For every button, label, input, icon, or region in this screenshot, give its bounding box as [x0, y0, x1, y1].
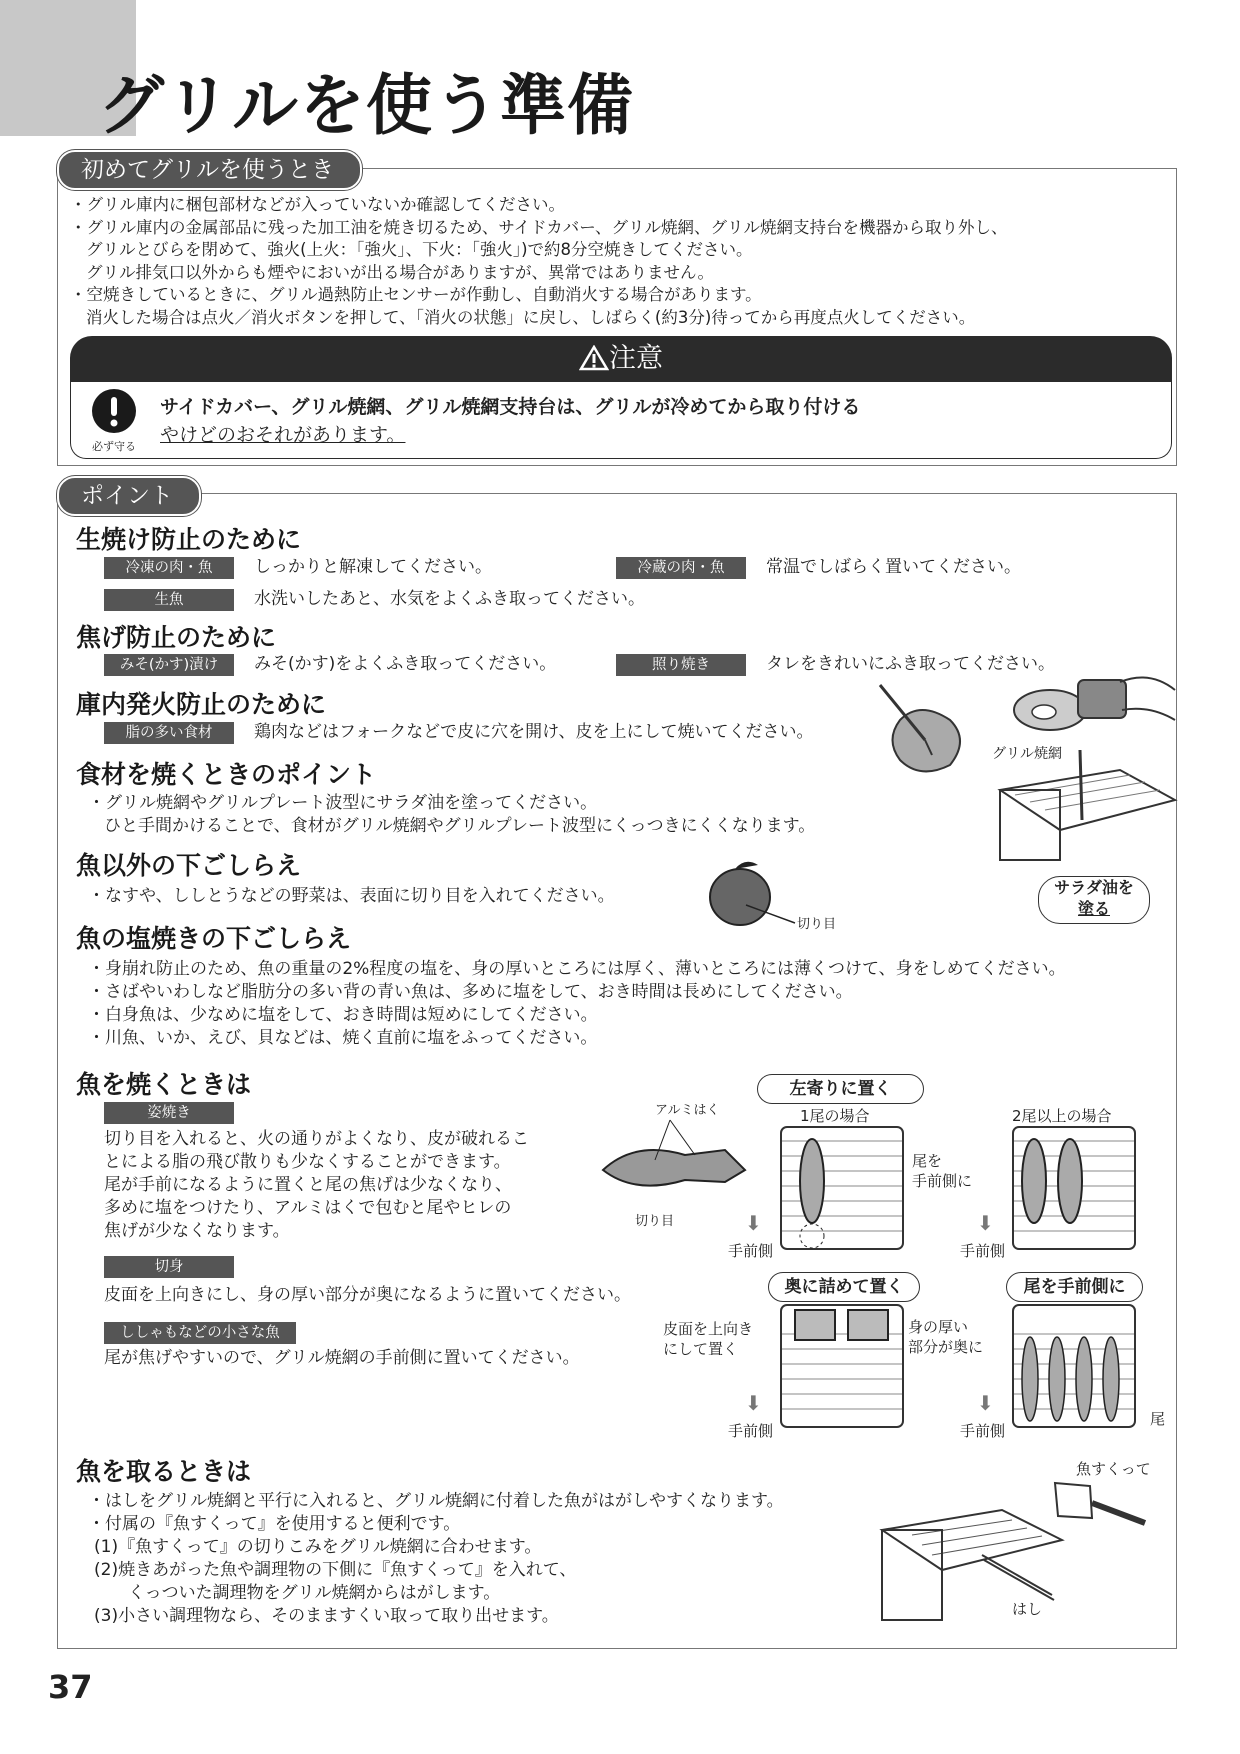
tag-fillet: 切身 [104, 1256, 234, 1278]
tail-pill: 尾を手前側に [1006, 1272, 1143, 1302]
small-fish-net [1012, 1304, 1137, 1429]
whole-line-1: 切り目を入れると、火の通りがよくなり、皮が破れるこ [104, 1129, 529, 1149]
skin-up-label-2: にして置く [663, 1340, 739, 1358]
thick-label-2: 部分が奥に [908, 1338, 984, 1356]
fish-cut-label: 切り目 [635, 1214, 675, 1229]
salt-line-1: ・身崩れ防止のため、魚の重量の2%程度の塩を、身の厚いところには厚く、薄いところには薄くつけて、身をしめてください。 [88, 959, 1066, 979]
front-label-3: 手前側 [728, 1422, 774, 1440]
salad-oil-callout [1038, 876, 1150, 924]
tag-small-fish: ししゃもなどの小さな魚 [104, 1322, 296, 1344]
tag-fatty: 脂の多い食材 [104, 722, 234, 744]
grilling-points-heading: 食材を焼くときのポイント [76, 760, 377, 789]
whole-line-2: とによる脂の飛び散りも少なくすることができます。 [104, 1152, 511, 1172]
miso-text: みそ(かす)をよくふき取ってください。 [254, 654, 557, 674]
tag-frozen: 冷凍の肉・魚 [104, 557, 234, 579]
fatty-text: 鶏肉などはフォークなどで皮に穴を開け、皮を上にして焼いてください。 [254, 722, 814, 742]
small-fish-text: 尾が焦げやすいので、グリル焼網の手前側に置いてください。 [104, 1348, 580, 1368]
front-label-2: 手前側 [960, 1242, 1006, 1260]
bullet [70, 217, 1180, 285]
front-label-1: 手前側 [728, 1242, 774, 1260]
first-use-tab: 初めてグリルを使うとき [57, 150, 362, 190]
caution-bar [70, 336, 1172, 382]
down-arrow-icon: ⬇ [977, 1391, 994, 1415]
wipe-illustration [1010, 660, 1180, 740]
tag-teriyaki: 照り焼き [616, 654, 746, 676]
salad-oil-line2: 塗る [1077, 899, 1110, 918]
fillet-text: 皮面を上向きにし、身の厚い部分が奥になるように置いてください。 [104, 1285, 631, 1305]
down-arrow-icon: ⬇ [745, 1211, 762, 1235]
whole-line-5: 焦げが少なくなります。 [104, 1221, 290, 1241]
fillet-net [780, 1304, 905, 1429]
grill-net-label: グリル焼網 [992, 746, 1062, 762]
removal-line-3: (1)『魚すくって』の切りこみをグリル焼網に合わせます。 [94, 1537, 542, 1557]
exclamation-icon [92, 389, 136, 433]
one-fish-net [780, 1126, 905, 1251]
tag-miso: みそ(かす)漬け [104, 654, 234, 676]
caution-main: サイドカバー、グリル焼網、グリル焼網支持台は、グリルが冷めてから取り付ける [160, 396, 861, 418]
salt-prep-heading: 魚の塩焼きの下ごしらえ [76, 924, 352, 953]
points-tab: ポイント [57, 476, 201, 516]
frozen-text: しっかりと解凍してください。 [254, 557, 492, 577]
warning-icon [579, 345, 609, 371]
tag-raw-fish: 生魚 [104, 589, 234, 611]
bullet-text: 消火した場合は点火／消火ボタンを押して、「消火の状態」に戻し、しばらく(約3分)待ってから再度点火してください。 [86, 307, 976, 327]
burn-prevention-heading: 焦げ防止のために [76, 623, 277, 652]
foil-label: アルミはく [655, 1103, 720, 1118]
raw-prevention-heading: 生焼け防止のために [76, 525, 302, 554]
grilling-line-2: ひと手間かけることで、食材がグリル焼網やグリルプレート波型にくっつきにくくなります。 [104, 816, 816, 836]
tail-front-label-2: 手前側に [912, 1172, 973, 1190]
tail-front-label-1: 尾を [912, 1152, 943, 1170]
salt-line-3: ・白身魚は、少なめに塩をして、おき時間は短めにしてください。 [88, 1005, 598, 1025]
first-use-bullets [70, 194, 1180, 329]
caution-sub: やけどのおそれがあります。 [160, 424, 406, 446]
bullet [70, 284, 1180, 329]
salad-oil-line1: サラダ油を [1054, 878, 1134, 897]
fish-foil-illustration [595, 1100, 755, 1235]
bullet-text: グリル排気口以外からも煙やにおいが出る場合がありますが、異常ではありません。 [86, 262, 714, 282]
removal-line-4: (2)焼きあがった魚や調理物の下側に『魚すくって』を入れて、 [94, 1560, 577, 1580]
removal-line-5: くっついた調理物をグリル焼網からはがします。 [128, 1583, 501, 1603]
thick-label-1: 身の厚い [908, 1318, 969, 1336]
one-fish-label: 1尾の場合 [800, 1107, 870, 1125]
chopsticks-label: はし [1012, 1600, 1043, 1618]
whole-line-4: 多めに塩をつけたり、アルミはくで包むと尾やヒレの [104, 1198, 512, 1218]
down-arrow-icon: ⬇ [977, 1211, 994, 1235]
bullet [70, 194, 1180, 217]
removal-line-2: ・付属の『魚すくって』を使用すると便利です。 [88, 1514, 461, 1534]
veg-prep-heading: 魚以外の下ごしらえ [76, 851, 302, 880]
down-arrow-icon: ⬇ [745, 1391, 762, 1415]
salt-line-4: ・川魚、いか、えび、貝などは、焼く直前に塩をふってください。 [88, 1028, 598, 1048]
tag-chilled: 冷蔵の肉・魚 [616, 557, 746, 579]
left-pill: 左寄りに置く [757, 1074, 924, 1104]
bullet-text: グリルとびらを閉めて、強火(上火：「強火」、下火：「強火」)で約8分空焼きしてください。 [86, 240, 753, 259]
page-number: 37 [48, 1668, 93, 1706]
raw-fish-text: 水洗いしたあと、水気をよくふき取ってください。 [254, 589, 645, 609]
veg-line-1: ・なすや、ししとうなどの野菜は、表面に切り目を入れてください。 [88, 886, 615, 906]
two-fish-label: 2尾以上の場合 [1012, 1107, 1112, 1125]
front-label-4: 手前側 [960, 1422, 1006, 1440]
grilling-line-1: ・グリル焼網やグリルプレート波型にサラダ油を塗ってください。 [88, 793, 598, 813]
eggplant-illustration [700, 855, 860, 935]
page-title: グリルを使う準備 [98, 67, 634, 144]
fish-removal-heading: 魚を取るときは [76, 1457, 252, 1486]
bullet-text: ・グリル庫内に梱包部材などが入っていないか確認してください。 [70, 195, 565, 214]
bullet-text: ・グリル庫内の金属部品に残った加工油を焼き切るため、サイドカバー、グリル焼網、グリル焼網支持台を機器から取り外し、 [70, 217, 1008, 237]
two-fish-net [1012, 1126, 1137, 1251]
tag-whole-fish: 姿焼き [104, 1102, 234, 1124]
fork-chicken-illustration [870, 680, 1010, 780]
must-label: 必ず守る [92, 440, 136, 453]
cut-mark-label: 切り目 [797, 917, 837, 932]
bullet-text: ・空焼きしているときに、グリル過熱防止センサーが作動し、自動消火する場合があります。 [70, 285, 762, 304]
chilled-text: 常温でしばらく置いてください。 [766, 557, 1021, 577]
fire-prevention-heading: 庫内発火防止のために [76, 690, 327, 719]
fish-grilling-heading: 魚を焼くときは [76, 1070, 252, 1099]
caution-title: 注意 [609, 343, 663, 374]
removal-line-1: ・はしをグリル焼網と平行に入れると、グリル焼網に付着した魚がはがしやすくなります。 [88, 1491, 784, 1511]
tail-label: 尾 [1150, 1410, 1166, 1428]
grill-net-illustration [990, 740, 1180, 870]
scoop-label: 魚すくって [1076, 1460, 1151, 1478]
salt-line-2: ・さばやいわしなど脂肪分の多い背の青い魚は、多めに塩をして、おき時間は長めにしてください。 [88, 982, 853, 1002]
teriyaki-text: タレをきれいにふき取ってください。 [766, 654, 1055, 674]
removal-line-6: (3)小さい調理物なら、そのまますくい取って取り出せます。 [94, 1606, 559, 1626]
whole-line-3: 尾が手前になるように置くと尾の焦げは少なくなり、 [104, 1175, 512, 1195]
back-pill: 奥に詰めて置く [768, 1272, 920, 1302]
skin-up-label-1: 皮面を上向き [663, 1320, 754, 1338]
